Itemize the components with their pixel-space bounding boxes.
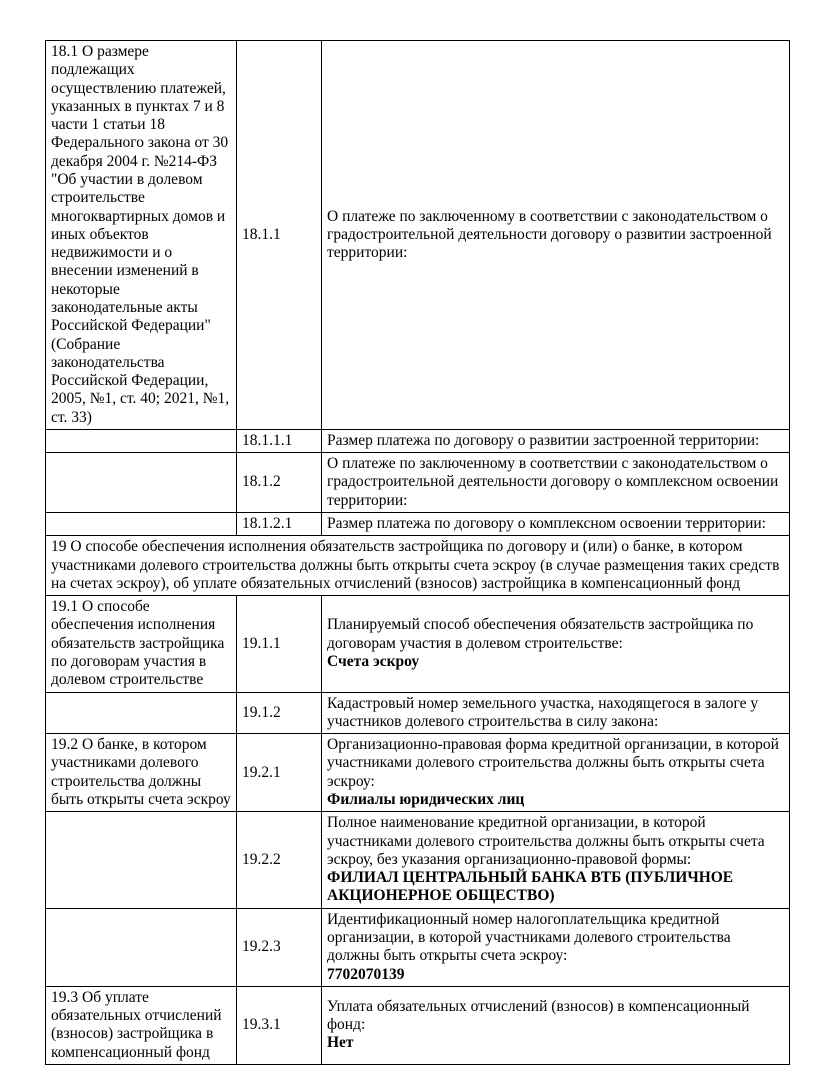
code-cell: 19.1.1 <box>237 596 322 692</box>
section-label-cell <box>46 692 237 734</box>
declaration-table <box>45 40 790 1065</box>
table-row <box>46 513 790 536</box>
content-value: Филиалы юридических лиц <box>327 790 525 808</box>
content-value: ФИЛИАЛ ЦЕНТРАЛЬНЫЙ БАНКА ВТБ (ПУБЛИЧНОЕ АКЦИОНЕРНОЕ ОБЩЕСТВО) <box>327 869 734 905</box>
table-row <box>46 734 790 812</box>
table-row <box>46 692 790 734</box>
content-cell <box>322 513 790 536</box>
content-text: Уплата обязательных отчислений (взносов) в компенсационный фонд: <box>327 997 750 1034</box>
content-text: Идентификационный номер налогоплательщика кредитной организации, в которой участниками долевого строительства должны быть открыты счета эскроу: <box>327 910 731 965</box>
content-text: Полное наименование кредитной организации, в которой участниками долевого строительства должны быть открыты счета эскроу, без указания организационно-правовой формы: <box>327 814 765 868</box>
content-cell <box>322 908 790 986</box>
code-cell: 19.2.2 <box>237 812 322 908</box>
table-row <box>46 453 790 513</box>
content-cell <box>322 734 790 812</box>
section-label-cell <box>46 429 237 452</box>
code-cell: 19.3.1 <box>237 986 322 1064</box>
content-text: О платеже по заключенному в соответствии с законодательством о градостроительной деятельности договору о развитии застроенной территории: <box>327 207 772 262</box>
content-cell <box>322 692 790 734</box>
content-text: Организационно-правовая форма кредитной организации, в которой участниками долевого строительства должны быть открыты счета эскроу: <box>327 736 779 790</box>
section-header-cell: 19 О способе обеспечения исполнения обязательств застройщика по договору и (или) о банке, в котором участниками долевого строительства должны быть открыты счета эскроу (в случае размещения таких средств на счетах эскроу), об уплате обязательных отчислений (взносов) застройщика в компенсационный фонд <box>46 536 790 596</box>
content-value: Счета эскроу <box>327 653 420 670</box>
content-value: 7702070139 <box>327 965 405 983</box>
content-text: О платеже по заключенному в соответствии с законодательством о градостроительной деятельности договору о комплексном освоении территории: <box>327 455 779 509</box>
content-text: Планируемый способ обеспечения обязательств застройщика по договорам участия в долевом строительстве: <box>327 616 754 652</box>
section-label-cell <box>46 908 237 986</box>
content-cell <box>322 596 790 692</box>
section-label-cell: 19.3 Об уплате обязательных отчислений (взносов) застройщика в компенсационный фонд <box>46 986 237 1064</box>
section-label-cell: 18.1 О размере подлежащих осуществлению платежей, указанных в пунктах 7 и 8 части 1 статьи 18 Федерального закона от 30 декабря 2004 г. №214-ФЗ "Об участии в долевом строительстве многоквартирных домов и иных объектов недвижимости и о внесении изменений в некоторые законодательные акты Российской Федерации" (Собрание законодательства Российской Федерации, 2005, №1, ст. 40; 2021, №1, ст. 33) <box>46 41 237 430</box>
content-text: Размер платежа по договору о развитии застроенной территории: <box>327 431 760 449</box>
content-cell <box>322 812 790 908</box>
section-label-cell: 19.2 О банке, в котором участниками долевого строительства должны быть открыты счета эскроу <box>46 734 237 812</box>
content-cell <box>322 41 790 430</box>
section-label-cell <box>46 453 237 513</box>
table-row <box>46 986 790 1064</box>
content-cell <box>322 429 790 452</box>
section-label-cell <box>46 513 237 536</box>
content-text: Кадастровый номер земельного участка, находящегося в залоге у участников долевого строительства в силу закона: <box>327 694 759 730</box>
table-row <box>46 41 790 430</box>
table-row <box>46 908 790 986</box>
code-cell: 18.1.1.1 <box>237 429 322 452</box>
content-cell <box>322 453 790 513</box>
table-row <box>46 596 790 692</box>
code-cell: 18.1.1 <box>237 41 322 430</box>
code-cell: 18.1.2 <box>237 453 322 513</box>
table-row <box>46 812 790 908</box>
code-cell: 19.2.3 <box>237 908 322 986</box>
section-label-cell <box>46 812 237 908</box>
table-row <box>46 429 790 452</box>
content-text: Размер платежа по договору о комплексном освоении территории: <box>327 515 766 533</box>
section-label-cell: 19.1 О способе обеспечения исполнения обязательств застройщика по договорам участия в долевом строительстве <box>46 596 237 692</box>
content-value: Нет <box>327 1034 354 1052</box>
content-cell <box>322 986 790 1064</box>
code-cell: 19.2.1 <box>237 734 322 812</box>
code-cell: 18.1.2.1 <box>237 513 322 536</box>
code-cell: 19.1.2 <box>237 692 322 734</box>
section-header-row <box>46 536 790 596</box>
